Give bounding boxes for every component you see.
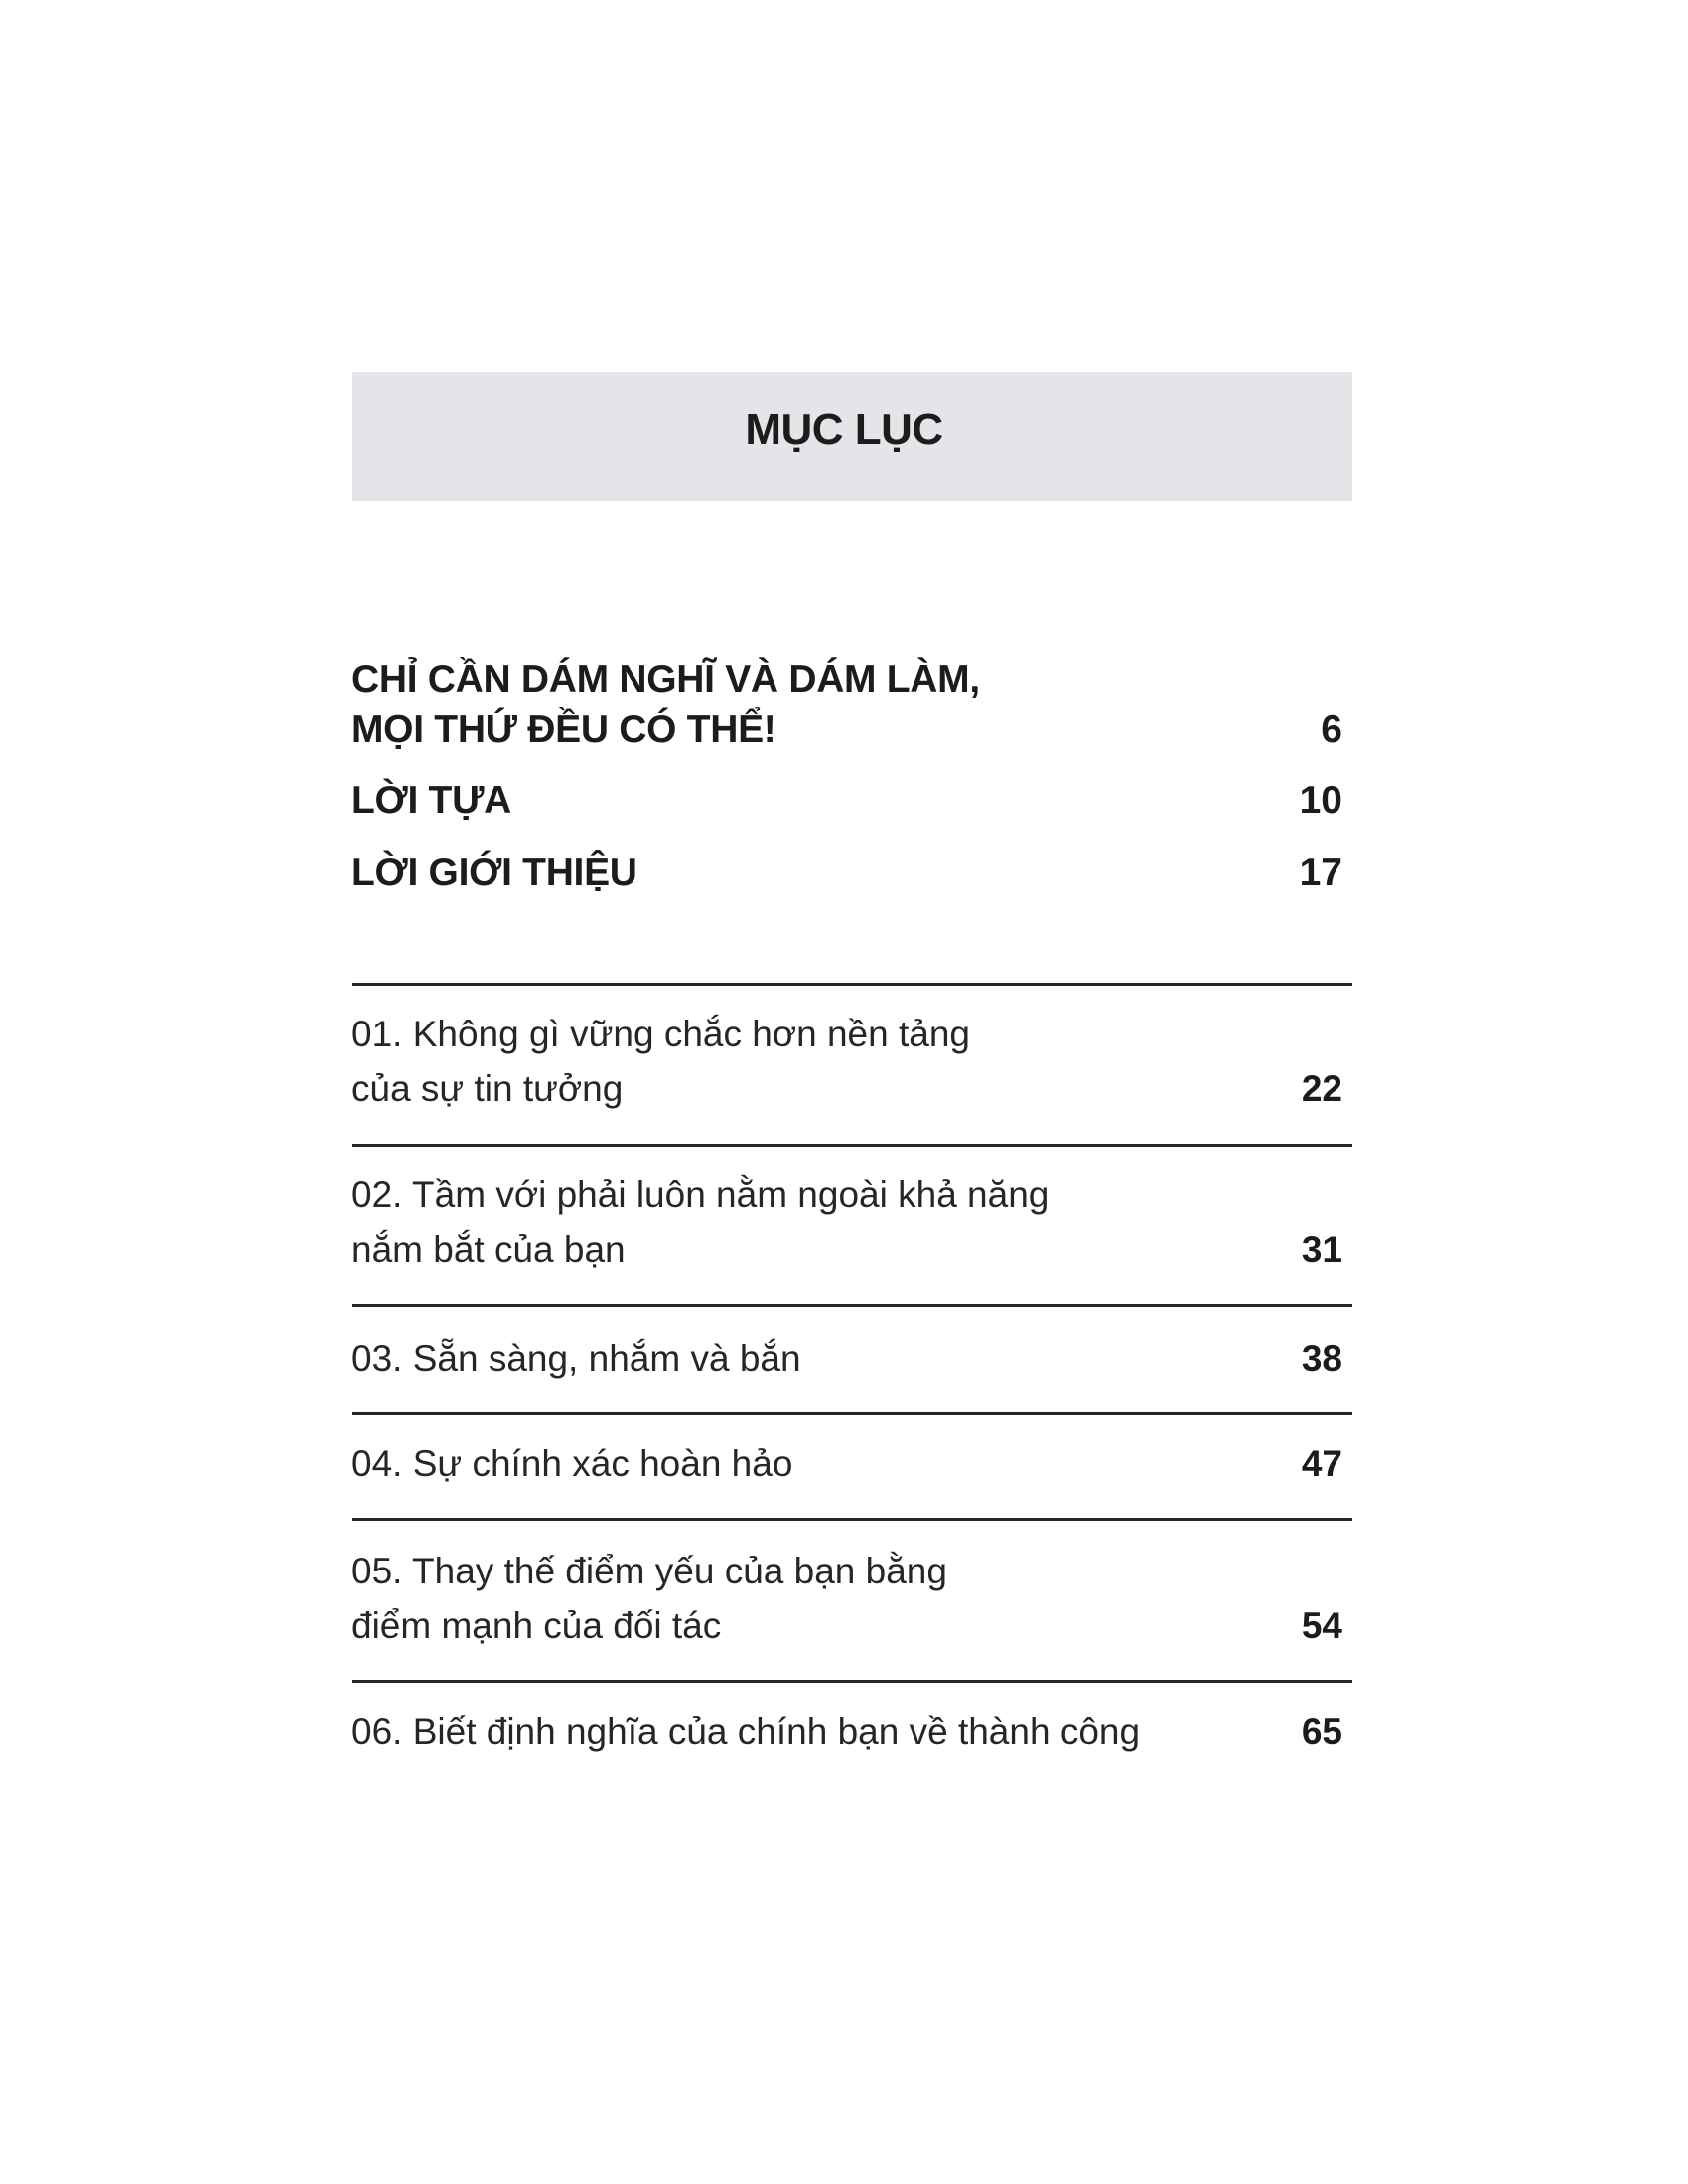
divider: [352, 1412, 1352, 1415]
toc-entry-title-line: nắm bắt của bạn: [352, 1229, 626, 1270]
toc-entry-title-line: của sự tin tưởng: [352, 1068, 624, 1109]
divider: [352, 1680, 1352, 1683]
divider: [352, 1518, 1352, 1521]
toc-entry-page-number: 54: [1301, 1605, 1342, 1646]
toc-entry-title-line: 02. Tầm với phải luôn nằm ngoài khả năng: [352, 1174, 1050, 1215]
toc-entry-page-number: 38: [1301, 1338, 1342, 1379]
toc-entry-page-number: 6: [1321, 708, 1342, 751]
divider: [352, 1144, 1352, 1147]
toc-entry-page-number: 22: [1301, 1068, 1342, 1109]
page-title: MỤC LỤC: [745, 405, 943, 454]
toc-entry-title-line: 05. Thay thế điểm yếu của bạn bằng: [352, 1551, 947, 1591]
toc-entry-title-line: 01. Không gì vững chắc hơn nền tảng: [352, 1014, 970, 1054]
toc-entry-page-number: 65: [1301, 1711, 1342, 1752]
toc-entry-title-line: MỌI THỨ ĐỀU CÓ THỂ!: [352, 708, 776, 751]
toc-entry-title-line: CHỈ CẦN DÁM NGHĨ VÀ DÁM LÀM,: [352, 658, 980, 701]
toc-entry-page-number: 10: [1299, 779, 1342, 822]
toc-entry-title-line: 06. Biết định nghĩa của chính bạn về thành công: [352, 1711, 1141, 1752]
toc-entry-page-number: 47: [1301, 1443, 1342, 1484]
divider: [352, 1304, 1352, 1307]
toc-entry-title-line: 04. Sự chính xác hoàn hảo: [352, 1443, 793, 1484]
toc-entry-page-number: 17: [1299, 851, 1342, 893]
toc-entry-title-line: điểm mạnh của đối tác: [352, 1605, 722, 1646]
toc-entry-title-line: 03. Sẵn sàng, nhắm và bắn: [352, 1338, 801, 1379]
divider: [352, 983, 1352, 986]
toc-entry-title-line: LỜI GIỚI THIỆU: [352, 851, 637, 893]
toc-entry-page-number: 31: [1301, 1229, 1342, 1270]
toc-entry-title-line: LỜI TỰA: [352, 779, 512, 822]
